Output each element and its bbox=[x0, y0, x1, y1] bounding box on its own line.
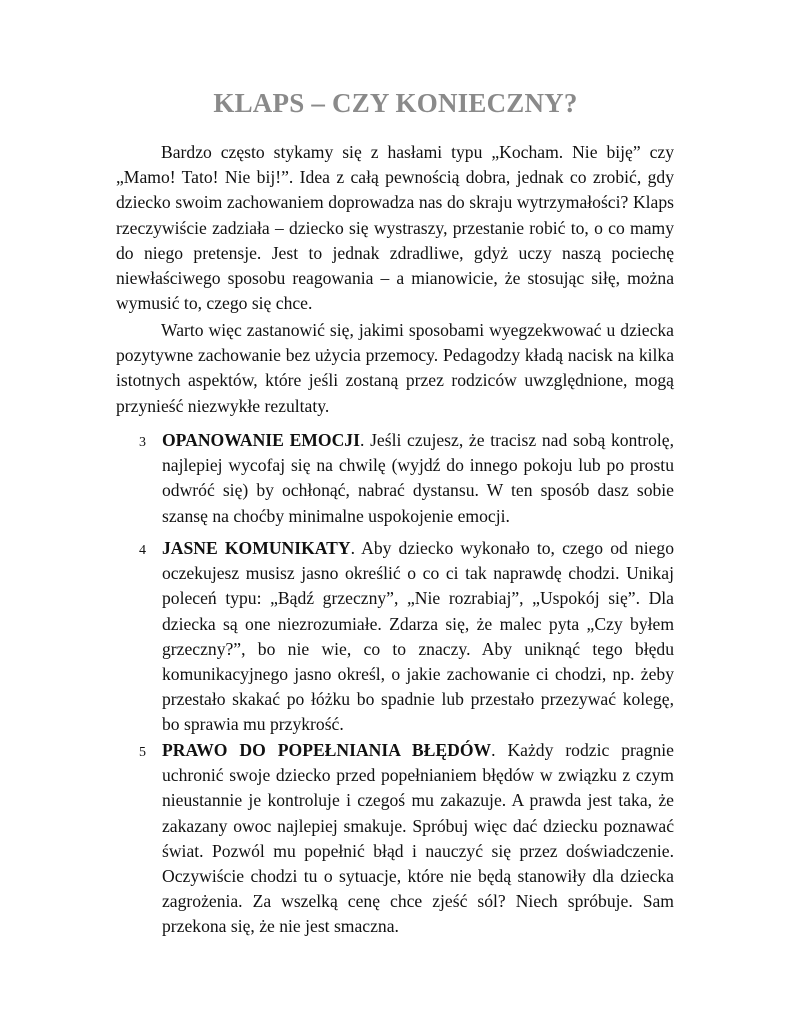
list-item-title: PRAWO DO POPEŁNIANIA BŁĘDÓW bbox=[162, 740, 492, 760]
list-item-body bbox=[162, 536, 674, 738]
document-title: KLAPS – CZY KONIECZNY? bbox=[213, 88, 578, 118]
list-item-title: OPANOWANIE EMOCJI bbox=[162, 430, 360, 450]
list-item-number: 3 bbox=[139, 435, 146, 450]
list-item-text: . Każdy rodzic pragnie uchronić swoje dziecko przed popełnianiem błędów w związku z czym nieustannie je kontroluje i czegoś mu zakazuje. A prawda jest taka, że zakazany owoc najlepiej smakuje. Spróbuj więc dać dziecku poznawać świat. Pozwól mu popełnić błąd i nauczyć się przez doświadczenie. Oczywiście chodzi tu o sytuacje, które nie będą stanowiły dla dziecka zagrożenia. Za wszelką cenę chce zjeść sól? Niech spróbuje. Sam przekona się, że nie jest smaczna. bbox=[162, 740, 674, 937]
list-item-text: . Aby dziecko wykonało to, czego od niego oczekujesz musisz jasno określić o co ci tak naprawdę chodzi. Unikaj poleceń typu: „Bądź grzeczny”, „Nie rozrabiaj”, „Uspokój się”. Dla dziecka są one niezrozumiałe. Zdarza się, że malec pyta „Czy byłem grzeczny?”, bo nie wie, co to znaczy. Aby uniknąć tego błędu komunikacyjnego jasno określ, o jakie zachowanie ci chodzi, np. żeby przestało skakać po łóżku bo spadnie lub przestało przezywać kolegę, bo sprawia mu przykrość. bbox=[162, 538, 674, 735]
second-paragraph: Warto więc zastanowić się, jakimi sposobami wyegzekwować u dziecka pozytywne zachowanie bez użycia przemocy. Pedagodzy kładą nacisk na kilka istotnych aspektów, które jeśli zostaną przez rodziców uwzględnione, mogą przynieść niezwykłe rezultaty. bbox=[116, 320, 674, 416]
list-item-body bbox=[162, 428, 674, 529]
list-item-number: 4 bbox=[139, 543, 146, 558]
list-item-body bbox=[162, 738, 674, 940]
list-item-number: 5 bbox=[139, 745, 146, 760]
intro-paragraph: Bardzo często stykamy się z hasłami typu „Kocham. Nie biję” czy „Mamo! Tato! Nie bij!”. Idea z całą pewnością dobra, jednak co zrobić, gdy dziecko swoim zachowaniem doprowadza nas do skraju wytrzymałości? Klaps rzeczywiście zadziała – dziecko się wystraszy, przestanie robić to, o co mamy do niego pretensje. Jest to jednak zdradliwe, gdyż uczy naszą pociechę niewłaściwego sposobu reagowania – a mianowicie, że stosując siłę, można wymusić to, czego się chce. bbox=[116, 142, 674, 314]
list-item-title: JASNE KOMUNIKATY bbox=[162, 538, 351, 558]
list-item-text: . Jeśli czujesz, że tracisz nad sobą kontrolę, najlepiej wycofaj się na chwilę (wyjdź do innego pokoju lub po prostu odwróć się) by ochłonąć, nabrać dystansu. W ten sposób dasz sobie szansę na choćby minimalne uspokojenie emocji. bbox=[162, 430, 674, 526]
